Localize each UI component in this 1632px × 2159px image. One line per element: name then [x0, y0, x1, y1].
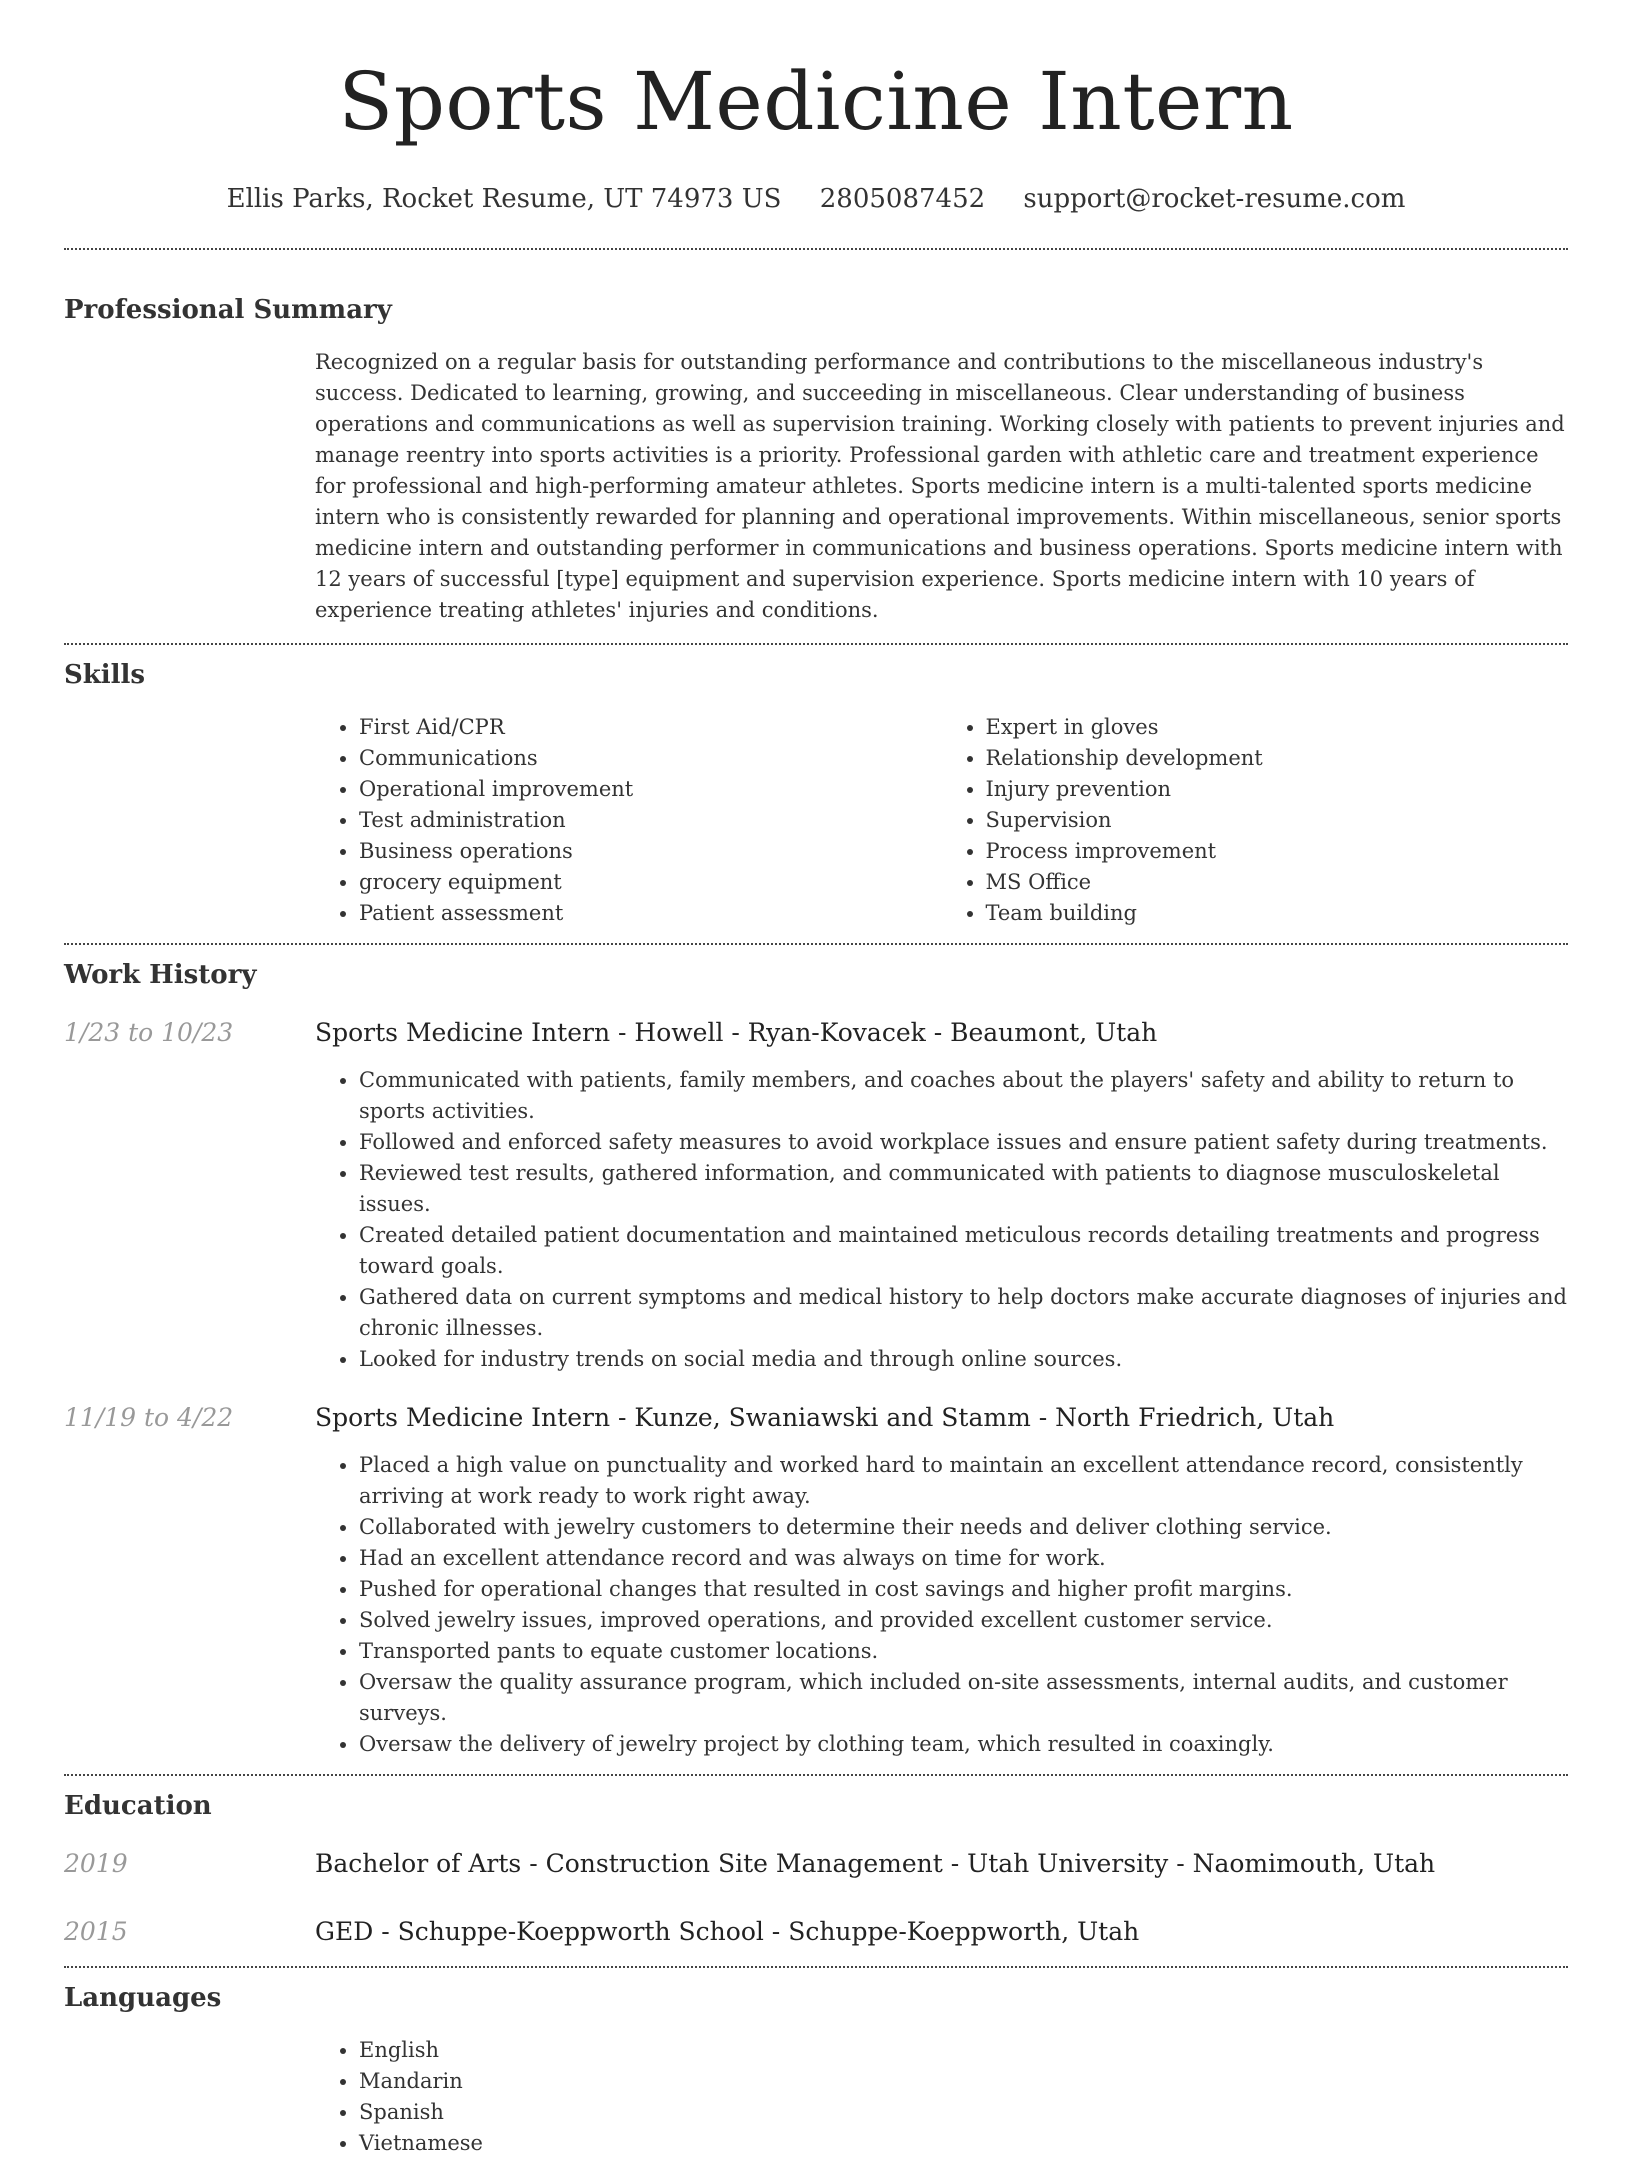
- job-bullet: • Transported pants to equate customer locations.: [359, 1636, 1568, 1667]
- education-year: 2015: [64, 1917, 128, 1946]
- divider: [64, 643, 1568, 645]
- job-bullet: • Gathered data on current symptoms and medical history to help doctors make accurate diagnoses of injuries and chronic illnesses.: [359, 1282, 1568, 1344]
- job-bullet: • Had an excellent attendance record and was always on time for work.: [359, 1543, 1568, 1574]
- skill-item: • grocery equipment: [359, 867, 942, 898]
- job-bullet: • Placed a high value on punctuality and worked hard to maintain an excellent attendance record, consistently arriving at work ready to work right away.: [359, 1450, 1568, 1512]
- skill-item: • Process improvement: [986, 836, 1569, 867]
- skill-item: • Team building: [986, 898, 1569, 929]
- skill-item: • Test administration: [359, 805, 942, 836]
- job-bullet: • Solved jewelry issues, improved operations, and provided excellent customer service.: [359, 1605, 1568, 1636]
- job-header: [64, 1017, 1568, 1049]
- job-bullet: • Reviewed test results, gathered information, and communicated with patients to diagnose musculoskeletal issues.: [359, 1158, 1568, 1220]
- job-bullet: • Oversaw the quality assurance program, which included on-site assessments, internal audits, and customer surveys.: [359, 1667, 1568, 1729]
- skills-section-title: Skills: [64, 660, 146, 690]
- job-bullet: • Communicated with patients, family members, and coaches about the players' safety and ability to return to sports activities.: [359, 1065, 1568, 1127]
- job-bullet: • Followed and enforced safety measures to avoid workplace issues and ensure patient safety during treatments.: [359, 1127, 1568, 1158]
- job-bullet: • Looked for industry trends on social media and through online sources.: [359, 1344, 1568, 1375]
- education-section-title: Education: [64, 1791, 212, 1821]
- contact-address: Ellis Parks, Rocket Resume, UT 74973 US: [226, 184, 782, 214]
- skill-item: • Communications: [359, 743, 942, 774]
- skill-item: • First Aid/CPR: [359, 712, 942, 743]
- job-bullet: • Oversaw the delivery of jewelry project by clothing team, which resulted in coaxingly.: [359, 1729, 1568, 1760]
- contact-phone: 2805087452: [819, 184, 986, 214]
- job-bullet: • Created detailed patient documentation and maintained meticulous records detailing treatments and progress toward goals.: [359, 1220, 1568, 1282]
- education-entry: [64, 1916, 1568, 1948]
- job-details: - Kunze, Swaniawski and Stamm - North Friedrich, Utah: [610, 1403, 1335, 1432]
- job-dates: 11/19 to 4/22: [64, 1403, 234, 1432]
- divider: [64, 1966, 1568, 1968]
- language-item: • English: [359, 2035, 1568, 2066]
- job-role: Sports Medicine Intern: [315, 1018, 611, 1047]
- job-bullets: [315, 1450, 1568, 1760]
- skill-item: • MS Office: [986, 867, 1569, 898]
- job-bullets: [315, 1065, 1568, 1375]
- job-details: - Howell - Ryan-Kovacek - Beaumont, Utah: [610, 1018, 1158, 1047]
- job-bullet: • Pushed for operational changes that resulted in cost savings and higher profit margins.: [359, 1574, 1568, 1605]
- job-heading: [315, 1017, 1157, 1049]
- education-year: 2019: [64, 1849, 128, 1878]
- language-item: • Vietnamese: [359, 2128, 1568, 2159]
- languages-list: [315, 2035, 1568, 2159]
- education-text: GED - Schuppe-Koeppworth School - Schuppe-Koeppworth, Utah: [315, 1917, 1140, 1946]
- skill-item: • Patient assessment: [359, 898, 942, 929]
- contact-line: [64, 182, 1568, 216]
- job-bullet: • Collaborated with jewelry customers to determine their needs and deliver clothing service.: [359, 1512, 1568, 1543]
- job-dates: 1/23 to 10/23: [64, 1018, 234, 1047]
- skill-item: • Relationship development: [986, 743, 1569, 774]
- skills-list-right: [942, 712, 1569, 929]
- skill-item: • Injury prevention: [986, 774, 1569, 805]
- summary-section-title: Professional Summary: [64, 295, 392, 325]
- summary-text: Recognized on a regular basis for outstanding performance and contributions to the miscellaneous industry's success. Dedicated to learning, growing, and succeeding in miscellaneous. Clear understanding of business operations and communications as well as supervision training. Working closely with patients to prevent injuries and manage reentry into sports activities is a priority. Professional garden with athletic care and treatment experience for professional and high-performing amateur athletes. Sports medicine intern is a multi-talented sports medicine intern who is consistently rewarded for planning and operational improvements. Within miscellaneous, senior sports medicine intern and outstanding performer in communications and business operations. Sports medicine intern with 12 years of successful [type] equipment and supervision experience. Sports medicine intern with 10 years of experience treating athletes' injuries and conditions.: [315, 350, 1565, 622]
- skill-item: • Supervision: [986, 805, 1569, 836]
- education-text: Bachelor of Arts - Construction Site Management - Utah University - Naomimouth, Utah: [315, 1849, 1436, 1878]
- job-header: [64, 1402, 1568, 1434]
- divider: [64, 1774, 1568, 1776]
- language-item: • Mandarin: [359, 2066, 1568, 2097]
- education-entry: [64, 1848, 1568, 1880]
- languages-section-title: Languages: [64, 1983, 222, 2013]
- divider: [64, 248, 1568, 250]
- skills-columns: [315, 712, 1568, 929]
- job-heading: [315, 1402, 1334, 1434]
- skill-item: • Operational improvement: [359, 774, 942, 805]
- job-role: Sports Medicine Intern: [315, 1403, 611, 1432]
- contact-email: support@rocket-resume.com: [1023, 184, 1406, 214]
- divider: [64, 943, 1568, 945]
- language-item: • Spanish: [359, 2097, 1568, 2128]
- page-title: Sports Medicine Intern: [338, 55, 1294, 148]
- skills-list-left: [315, 712, 942, 929]
- work-section-title: Work History: [64, 960, 257, 990]
- skill-item: • Expert in gloves: [986, 712, 1569, 743]
- skill-item: • Business operations: [359, 836, 942, 867]
